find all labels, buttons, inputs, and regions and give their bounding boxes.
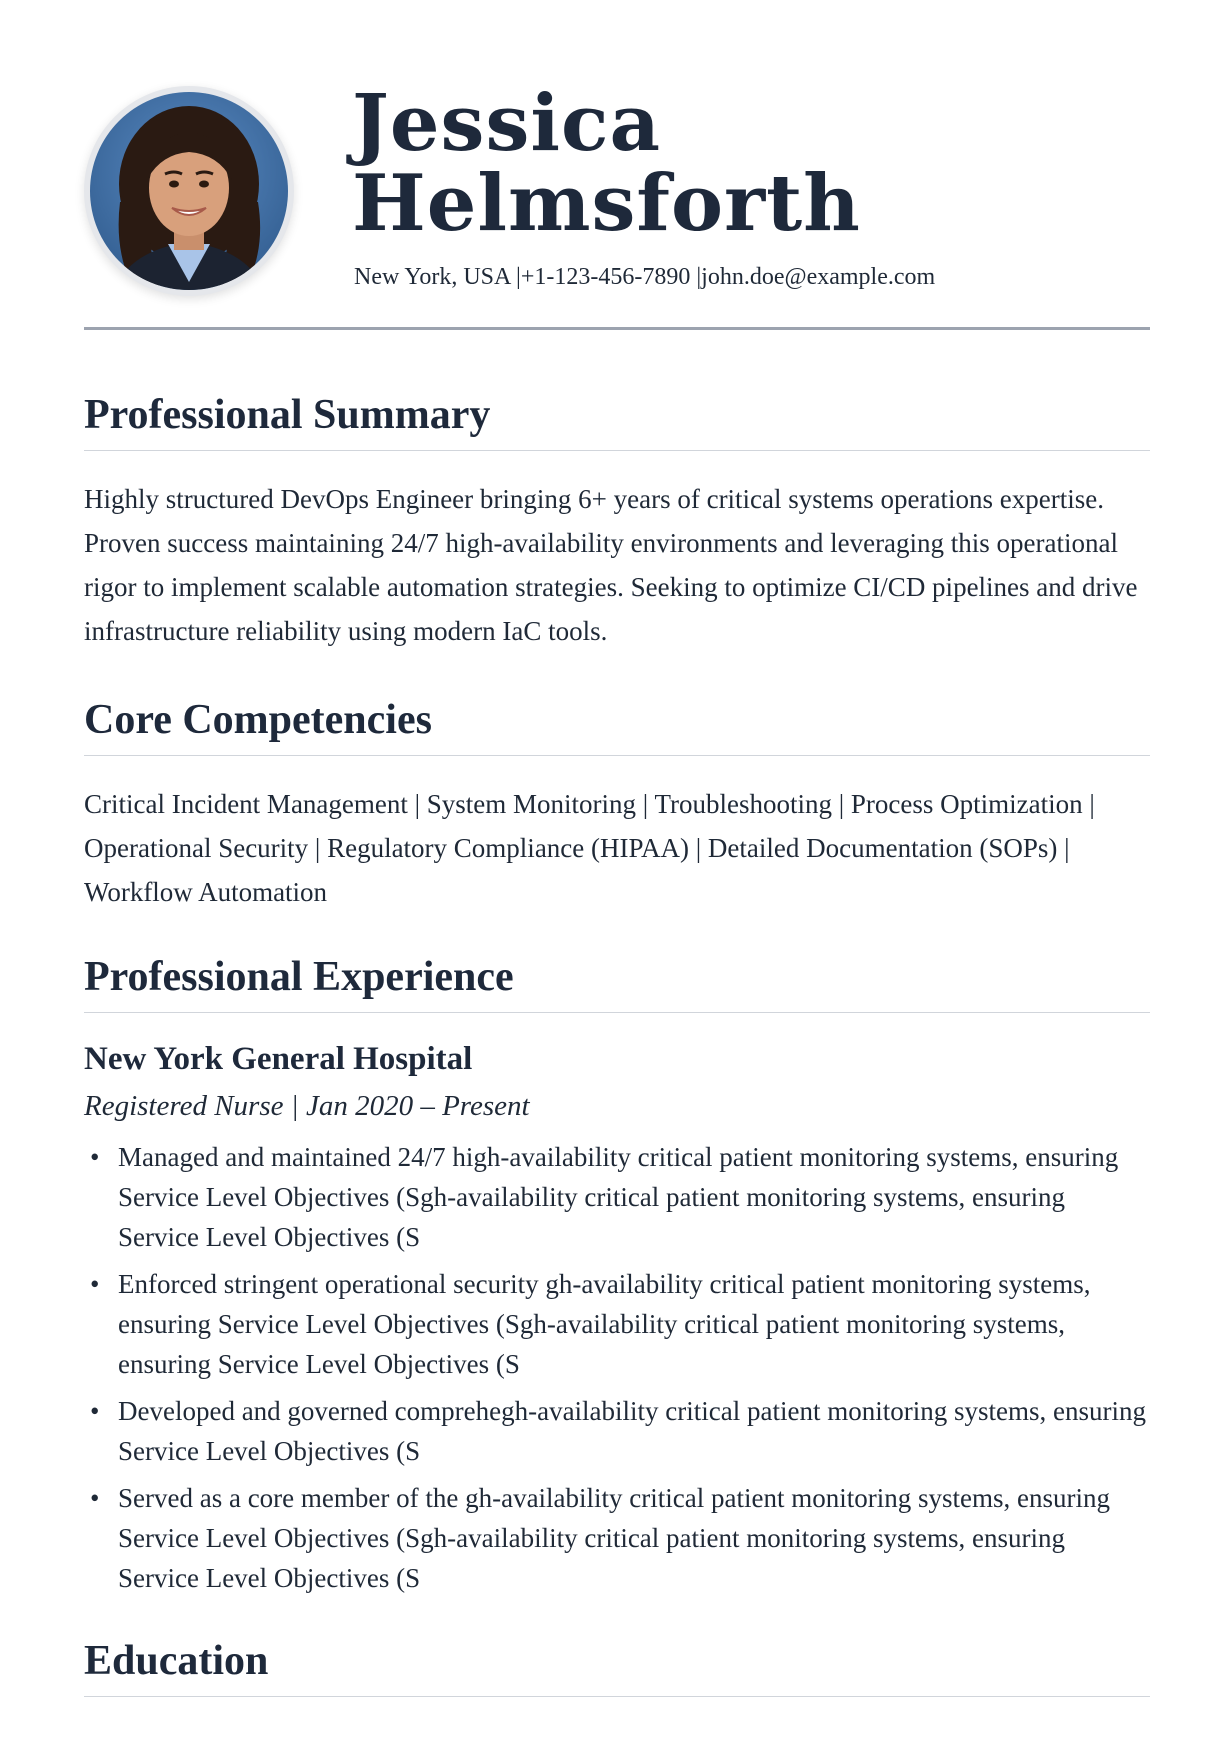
section-professional-summary bbox=[84, 390, 1150, 653]
job-bullets bbox=[84, 1137, 1150, 1598]
profile-photo bbox=[84, 86, 294, 296]
list-item bbox=[84, 1264, 1150, 1384]
bullet-text: Managed and maintained 24/7 high-availability critical patient monitoring systems, ensuring Service Level Objectives (Sgh-availability critical patient monitoring systems, ensuring Service Level Objectives (S bbox=[118, 1142, 1119, 1252]
list-item bbox=[84, 1137, 1150, 1257]
resume-page bbox=[84, 0, 1150, 1697]
section-core-competencies bbox=[84, 695, 1150, 914]
list-item bbox=[84, 1391, 1150, 1471]
list-item bbox=[84, 1478, 1150, 1598]
contact-line: New York, USA |+1-123-456-7890 |john.doe@example.com bbox=[354, 264, 936, 290]
bullet-icon: • bbox=[90, 1269, 100, 1299]
bullet-text: Developed and governed comprehegh-availability critical patient monitoring systems, ensuring Service Level Objectives (S bbox=[118, 1396, 1146, 1466]
job-role-dates: Registered Nurse | Jan 2020 – Present bbox=[84, 1090, 530, 1122]
bullet-text: Enforced stringent operational security gh-availability critical patient monitoring systems, ensuring Service Level Objectives (Sgh-availability critical patient monitoring systems, ensuring Service Level Objectives (S bbox=[118, 1269, 1091, 1379]
bullet-icon: • bbox=[90, 1142, 100, 1172]
section-divider bbox=[84, 755, 1150, 756]
job-company: New York General Hospital bbox=[84, 1041, 473, 1077]
bullet-icon: • bbox=[90, 1396, 100, 1426]
section-divider bbox=[84, 1696, 1150, 1697]
section-education bbox=[84, 1636, 1150, 1697]
section-professional-experience bbox=[84, 952, 1150, 1598]
candidate-name bbox=[352, 78, 861, 249]
bullet-text: Served as a core member of the gh-availability critical patient monitoring systems, ensuring Service Level Objectives (Sgh-availability critical patient monitoring systems, ensuring Service Level Objectives (S bbox=[118, 1483, 1110, 1593]
competencies-text: Critical Incident Management | System Monitoring | Troubleshooting | Process Optimization | Operational Security | Regulatory Compliance (HIPAA) | Detailed Documentation (SOPs) | Workflow Automation bbox=[84, 789, 1095, 907]
section-title: Professional Experience bbox=[84, 954, 514, 1000]
header-divider bbox=[84, 327, 1150, 330]
job-entry bbox=[84, 1039, 1150, 1598]
candidate-first-name: Jessica bbox=[352, 78, 662, 169]
candidate-last-name: Helmsforth bbox=[352, 158, 861, 249]
bullet-icon: • bbox=[90, 1483, 100, 1513]
section-divider bbox=[84, 1012, 1150, 1013]
summary-text: Highly structured DevOps Engineer bringing 6+ years of critical systems operations expertise. Proven success maintaining 24/7 high-availability environments and leveraging this operational rigor to implement scalable automation strategies. Seeking to optimize CI/CD pipelines and drive infrastructure reliability using modern IaC tools. bbox=[84, 484, 1138, 646]
section-title: Education bbox=[84, 1638, 269, 1684]
resume-header bbox=[84, 0, 1150, 330]
section-title: Core Competencies bbox=[84, 697, 432, 743]
section-title: Professional Summary bbox=[84, 392, 491, 438]
profile-photo-icon bbox=[90, 92, 288, 290]
section-divider bbox=[84, 450, 1150, 451]
